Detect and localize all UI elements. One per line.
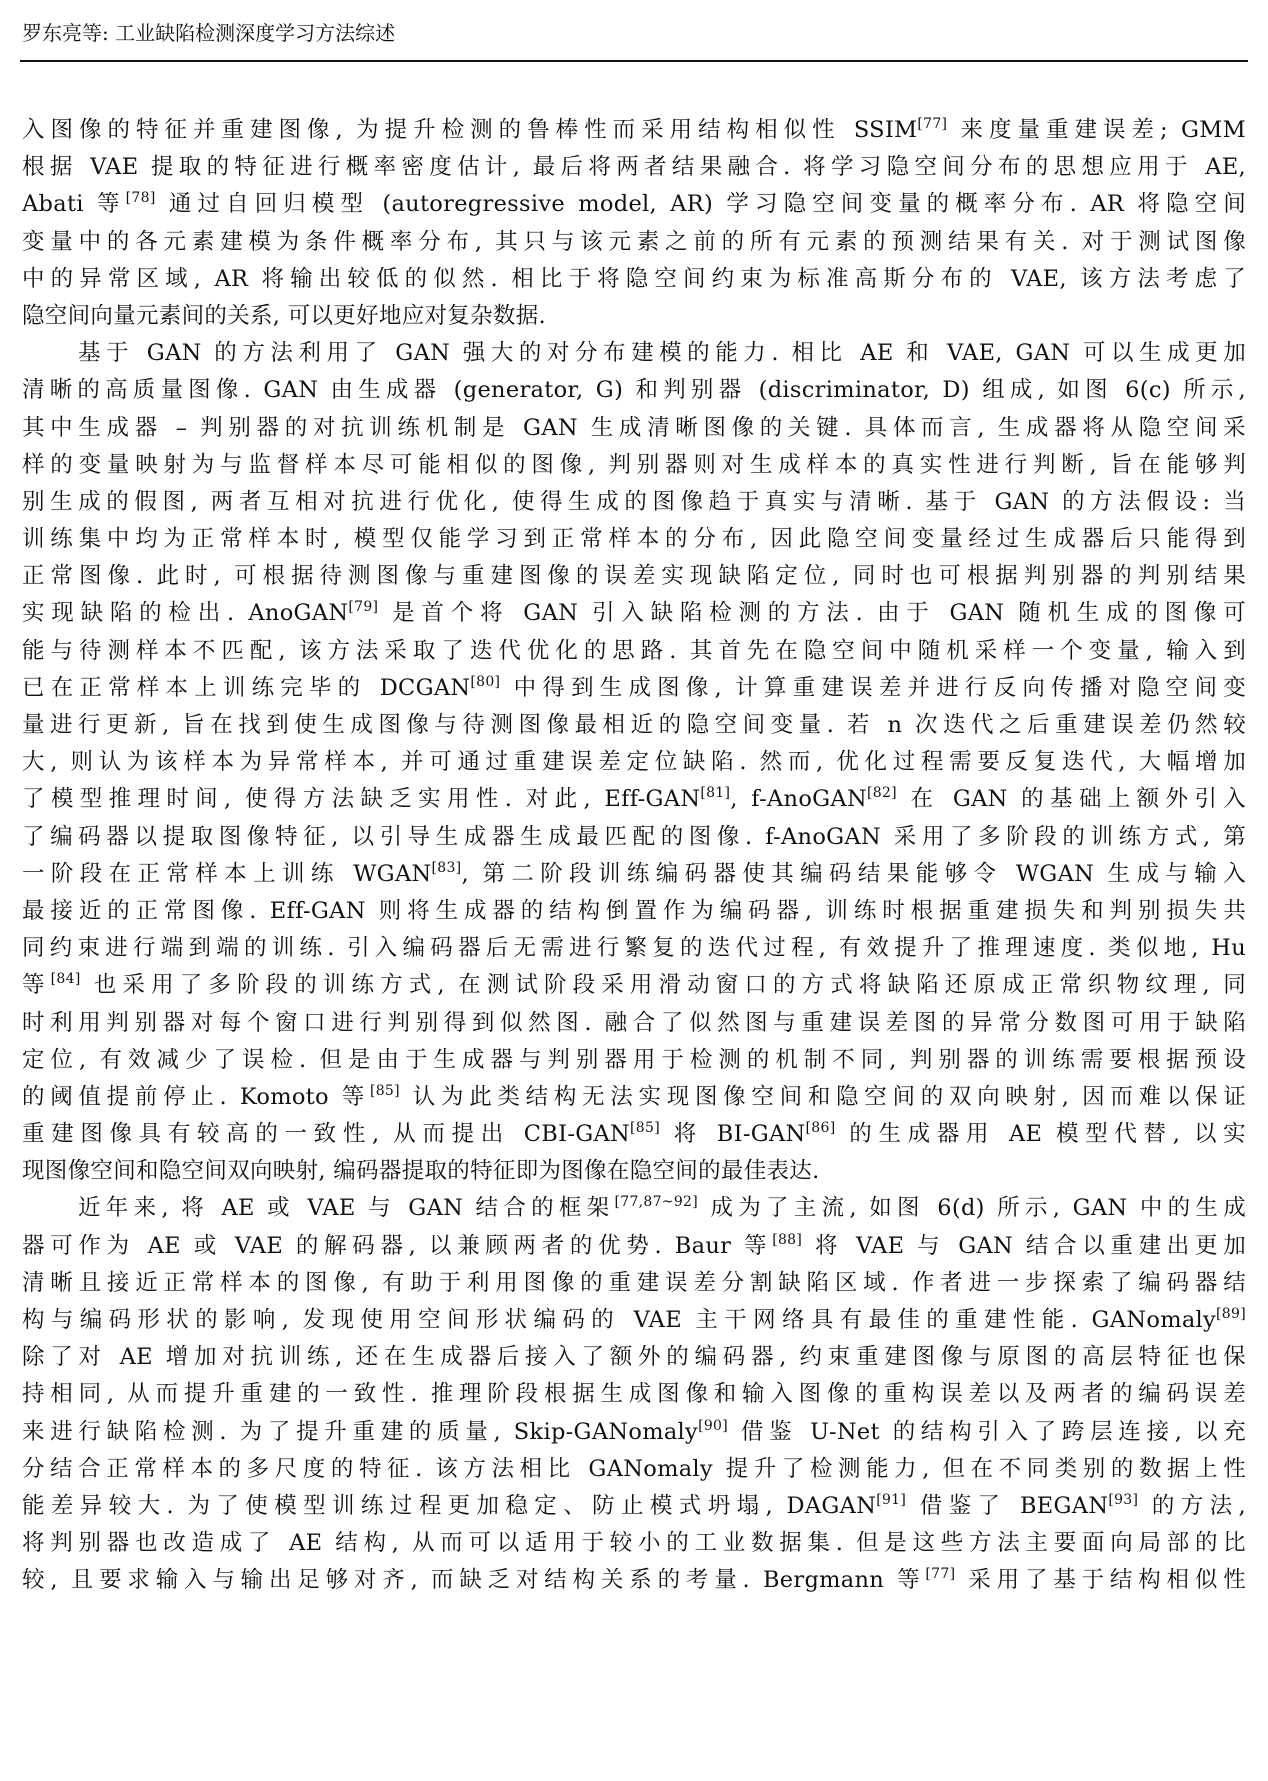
text-line: 持相同, 从而提升重建的一致性. 推理阶段根据生成图像和输入图像的重构误差以及两者的编码误差 xyxy=(22,1381,1246,1408)
text-line: 构与编码形状的影响, 发现使用空间形状编码的 VAE 主干网络具有最佳的重建性能. GANomaly[89] xyxy=(22,1306,1246,1333)
citation[interactable]: [93] xyxy=(1108,1491,1139,1508)
citation[interactable]: [89] xyxy=(1216,1306,1246,1322)
paragraph xyxy=(22,112,1246,335)
text-line: 基于 GAN 的方法利用了 GAN 强大的对分布建模的能力. 相比 AE 和 VAE, GAN 可以生成更加 xyxy=(78,340,1246,367)
text-line: 能与待测样本不匹配, 该方法采取了迭代优化的思路. 其首先在隐空间中随机采样一个变量, 输入到 xyxy=(22,637,1246,664)
text-line: 入图像的特征并重建图像, 为提升检测的鲁棒性而采用结构相似性 SSIM[77] 来度量重建误差; GMM xyxy=(22,116,1246,143)
text-line: 隐空间向量元素间的关系, 可以更好地应对复杂数据. xyxy=(22,302,546,329)
citation[interactable]: [77] xyxy=(917,116,948,132)
text-line: 清晰的高质量图像. GAN 由生成器 (generator, G) 和判别器 (discriminator, D) 组成, 如图 6(c) 所示, xyxy=(22,377,1246,404)
text-line: 来进行缺陷检测. 为了提升重建的质量, Skip-GANomaly[90] 借鉴 U-Net 的结构引入了跨层连接, 以充 xyxy=(22,1417,1246,1445)
citation[interactable]: [81] xyxy=(700,785,731,802)
running-header: 罗东亮等: 工业缺陷检测深度学习方法综述 xyxy=(22,21,396,45)
citation[interactable]: [78] xyxy=(125,190,156,207)
text-line: 了编码器以提取图像特征, 以引导生成器生成最匹配的图像. f-AnoGAN 采用了多阶段的训练方式, 第 xyxy=(22,823,1246,850)
citation[interactable]: [90] xyxy=(698,1417,729,1434)
text-line: 能差异较大. 为了使模型训练过程更加稳定、防止模式坍塌, DAGAN[91] 借鉴了 BEGAN[93] 的方法, xyxy=(22,1491,1246,1519)
text-line: 器可作为 AE 或 VAE 的解码器, 以兼顾两者的优势. Baur 等[88] 将 VAE 与 GAN 结合以重建出更加 xyxy=(22,1231,1246,1259)
paragraph xyxy=(22,335,1246,1190)
text-line: 现图像空间和隐空间双向映射, 编码器提取的特征即为图像在隐空间的最佳表达. xyxy=(22,1158,820,1185)
text-line: 别生成的假图, 两者互相对抗进行优化, 使得生成的图像趋于真实与清晰. 基于 GAN 的方法假设: 当 xyxy=(22,488,1246,515)
citation[interactable]: [84] xyxy=(50,971,81,988)
text-line: 近年来, 将 AE 或 VAE 与 GAN 结合的框架[77,87~92] 成为了主流, 如图 6(d) 所示, GAN 中的生成 xyxy=(78,1194,1246,1222)
citation[interactable]: [85] xyxy=(369,1082,400,1099)
text-line: 的阈值提前停止. Komoto 等[85] 认为此类结构无法实现图像空间和隐空间的双向映射, 因而难以保证 xyxy=(22,1082,1246,1110)
header-rule xyxy=(20,60,1248,62)
citation[interactable]: [77] xyxy=(925,1566,956,1583)
text-line: 最接近的正常图像. Eff-GAN 则将生成器的结构倒置作为编码器, 训练时根据重建损失和判别损失共 xyxy=(22,897,1246,924)
citation[interactable]: [80] xyxy=(470,673,501,690)
text-line: 定位, 有效减少了误检. 但是由于生成器与判别器用于检测的机制不同, 判别器的训练需要根据预设 xyxy=(22,1046,1246,1073)
article-body xyxy=(22,112,1246,1600)
citation[interactable]: [91] xyxy=(876,1491,907,1508)
text-line: 较, 且要求输入与输出足够对齐, 而缺乏对结构关系的考量. Bergmann 等[77] 采用了基于结构相似性 xyxy=(22,1566,1246,1594)
text-line: 分结合正常样本的多尺度的特征. 该方法相比 GANomaly 提升了检测能力, 但在不同类别的数据上性 xyxy=(22,1455,1246,1482)
text-line: 已在正常样本上训练完毕的 DCGAN[80] 中得到生成图像, 计算重建误差并进行反向传播对隐空间变 xyxy=(22,673,1246,701)
text-line: 除了对 AE 增加对抗训练, 还在生成器后接入了额外的编码器, 约束重建图像与原图的高层特征也保 xyxy=(22,1344,1246,1371)
citation[interactable]: [77,87~92] xyxy=(614,1194,699,1211)
paragraph xyxy=(22,1190,1246,1599)
text-line: 中的异常区域, AR 将输出较低的似然. 相比于将隐空间约束为标准高斯分布的 VAE, 该方法考虑了 xyxy=(22,265,1246,292)
text-line: 将判别器也改造成了 AE 结构, 从而可以适用于较小的工业数据集. 但是这些方法主要面向局部的比 xyxy=(22,1530,1246,1557)
text-line: 根据 VAE 提取的特征进行概率密度估计, 最后将两者结果融合. 将学习隐空间分布的思想应用于 AE, xyxy=(22,154,1246,181)
text-line: Abati 等[78] 通过自回归模型 (autoregressive model, AR) 学习隐空间变量的概率分布. AR 将隐空间 xyxy=(22,190,1246,218)
citation[interactable]: [85] xyxy=(630,1120,660,1137)
citation[interactable]: [79] xyxy=(348,599,379,616)
text-line: 了模型推理时间, 使得方法缺乏实用性. 对此, Eff-GAN[81], f-AnoGAN[82] 在 GAN 的基础上额外引入 xyxy=(22,785,1246,813)
text-line: 训练集中均为正常样本时, 模型仅能学习到正常样本的分布, 因此隐空间变量经过生成器后只能得到 xyxy=(22,526,1246,553)
text-line: 清晰且接近正常样本的图像, 有助于利用图像的重建误差分割缺陷区域. 作者进一步探索了编码器结 xyxy=(22,1269,1246,1296)
text-line: 等[84] 也采用了多阶段的训练方式, 在测试阶段采用滑动窗口的方式将缺陷还原成正常织物纹理, 同 xyxy=(22,971,1246,999)
citation[interactable]: [83] xyxy=(431,859,462,876)
text-line: 量进行更新, 旨在找到使生成图像与待测图像最相近的隐空间变量. 若 n 次迭代之后重建误差仍然较 xyxy=(22,712,1246,738)
text-line: 样的变量映射为与监督样本尽可能相似的图像, 判别器则对生成样本的真实性进行判断, 旨在能够判 xyxy=(22,451,1246,478)
text-line: 重建图像具有较高的一致性, 从而提出 CBI-GAN[85] 将 BI-GAN[86] 的生成器用 AE 模型代替, 以实 xyxy=(22,1120,1246,1148)
text-line: 一阶段在正常样本上训练 WGAN[83], 第二阶段训练编码器使其编码结果能够令 WGAN 生成与输入 xyxy=(22,859,1246,887)
text-line: 变量中的各元素建模为条件概率分布, 其只与该元素之前的所有元素的预测结果有关. 对于测试图像 xyxy=(22,228,1246,255)
text-line: 实现缺陷的检出. AnoGAN[79] 是首个将 GAN 引入缺陷检测的方法. 由于 GAN 随机生成的图像可 xyxy=(22,599,1246,627)
text-line: 时利用判别器对每个窗口进行判别得到似然图. 融合了似然图与重建误差图的异常分数图可用于缺陷 xyxy=(22,1009,1246,1036)
citation[interactable]: [86] xyxy=(805,1120,836,1137)
citation[interactable]: [88] xyxy=(772,1231,803,1248)
citation[interactable]: [82] xyxy=(866,785,897,802)
text-line: 大, 则认为该样本为异常样本, 并可通过重建误差定位缺陷. 然而, 优化过程需要反复迭代, 大幅增加 xyxy=(22,749,1246,776)
text-line: 其中生成器 – 判别器的对抗训练机制是 GAN 生成清晰图像的关键. 具体而言, 生成器将从隐空间采 xyxy=(22,414,1246,441)
text-line: 正常图像. 此时, 可根据待测图像与重建图像的误差实现缺陷定位, 同时也可根据判别器的判别结果 xyxy=(22,563,1246,590)
text-line: 同约束进行端到端的训练. 引入编码器后无需进行繁复的迭代过程, 有效提升了推理速度. 类似地, Hu xyxy=(22,935,1246,962)
